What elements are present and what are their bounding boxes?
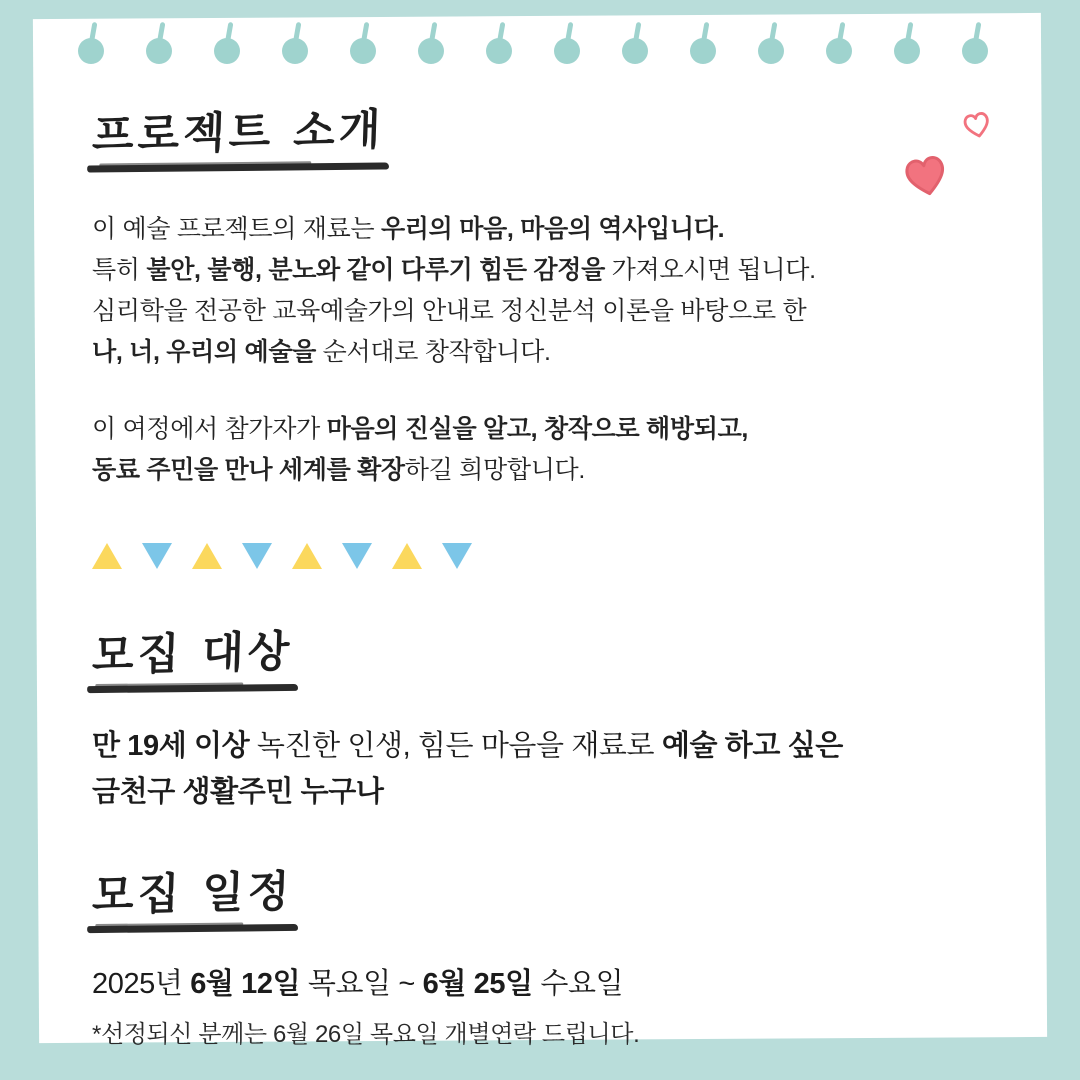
intro-p2-line2	[92, 450, 972, 491]
schedule-note: *선정되신 분께는 6월 26일 목요일 개별연락 드립니다.	[92, 1020, 640, 1048]
heading-underline	[87, 684, 298, 693]
text-run-bold: 만 19세 이상	[92, 729, 250, 762]
text-run-bold: 나, 너, 우리의 예술을	[92, 338, 317, 367]
target-line2	[92, 769, 972, 815]
text-run: 순서대로 창작합니다.	[316, 338, 551, 367]
triangle-up-icon	[192, 543, 222, 569]
schedule-dates	[92, 962, 972, 1006]
text-run: 하길 희망합니다.	[404, 456, 586, 485]
target-line1	[92, 723, 972, 769]
text-run-bold: 예술 하고 싶은	[661, 729, 843, 762]
section-heading-schedule-text: 모집 일정	[91, 866, 295, 921]
triangle-up-icon	[392, 543, 422, 569]
intro-p1-line2	[92, 250, 972, 291]
text-run: 목요일 ~	[300, 967, 423, 1000]
section-heading-target-text: 모집 대상	[91, 627, 295, 682]
heading-underline	[87, 163, 389, 173]
section-heading-schedule	[91, 868, 294, 930]
intro-p1-line4	[92, 332, 972, 373]
section-heading-intro-text: 프로젝트 소개	[91, 104, 386, 162]
triangle-down-icon	[242, 543, 272, 569]
text-run-bold: 동료 주민을 만나 세계를 확장	[92, 456, 405, 485]
intro-p1-line1	[92, 209, 972, 250]
triangle-divider	[92, 543, 972, 569]
intro-paragraph-1	[92, 209, 972, 373]
text-run-bold: 금천구 생활주민 누구나	[92, 775, 384, 808]
text-run: 수요일	[532, 967, 624, 1000]
triangle-up-icon	[292, 543, 322, 569]
intro-p1-line3	[92, 291, 972, 332]
text-run: 심리학을 전공한 교육예술가의 안내로 정신분석 이론을 바탕으로 한	[92, 297, 807, 326]
text-run: 이 예술 프로젝트의 재료는	[92, 215, 381, 244]
text-run: 녹진한 인생, 힘든 마음을 재료로	[249, 729, 662, 762]
triangle-down-icon	[342, 543, 372, 569]
text-run: 특히	[92, 256, 147, 285]
triangle-down-icon	[442, 543, 472, 569]
text-run-bold: 불안, 불행, 분노와 같이 다루기 힘든 감정을	[146, 256, 605, 285]
section-target	[91, 627, 972, 814]
text-run-bold: 마음의 진실을 알고, 창작으로 해방되고,	[326, 415, 749, 444]
section-schedule	[91, 866, 972, 1054]
heading-underline	[87, 924, 298, 933]
paragraph-spacer	[92, 373, 972, 409]
intro-p2-line1	[92, 409, 972, 450]
text-run-bold: 6월 12일	[190, 967, 301, 1000]
target-body	[92, 723, 972, 815]
text-run-bold: 6월 25일	[422, 967, 533, 1000]
triangle-down-icon	[142, 543, 172, 569]
section-heading-target	[91, 629, 294, 691]
text-run: 2025년	[92, 967, 191, 1000]
poster-content	[91, 104, 972, 1054]
section-heading-intro	[91, 104, 386, 170]
triangle-up-icon	[92, 543, 122, 569]
text-run-bold: 우리의 마음, 마음의 역사입니다.	[380, 215, 725, 244]
text-run: 가져오시면 됩니다.	[604, 256, 816, 285]
text-run: 이 여정에서 참가자가	[92, 415, 327, 444]
intro-paragraph-2	[92, 409, 972, 491]
